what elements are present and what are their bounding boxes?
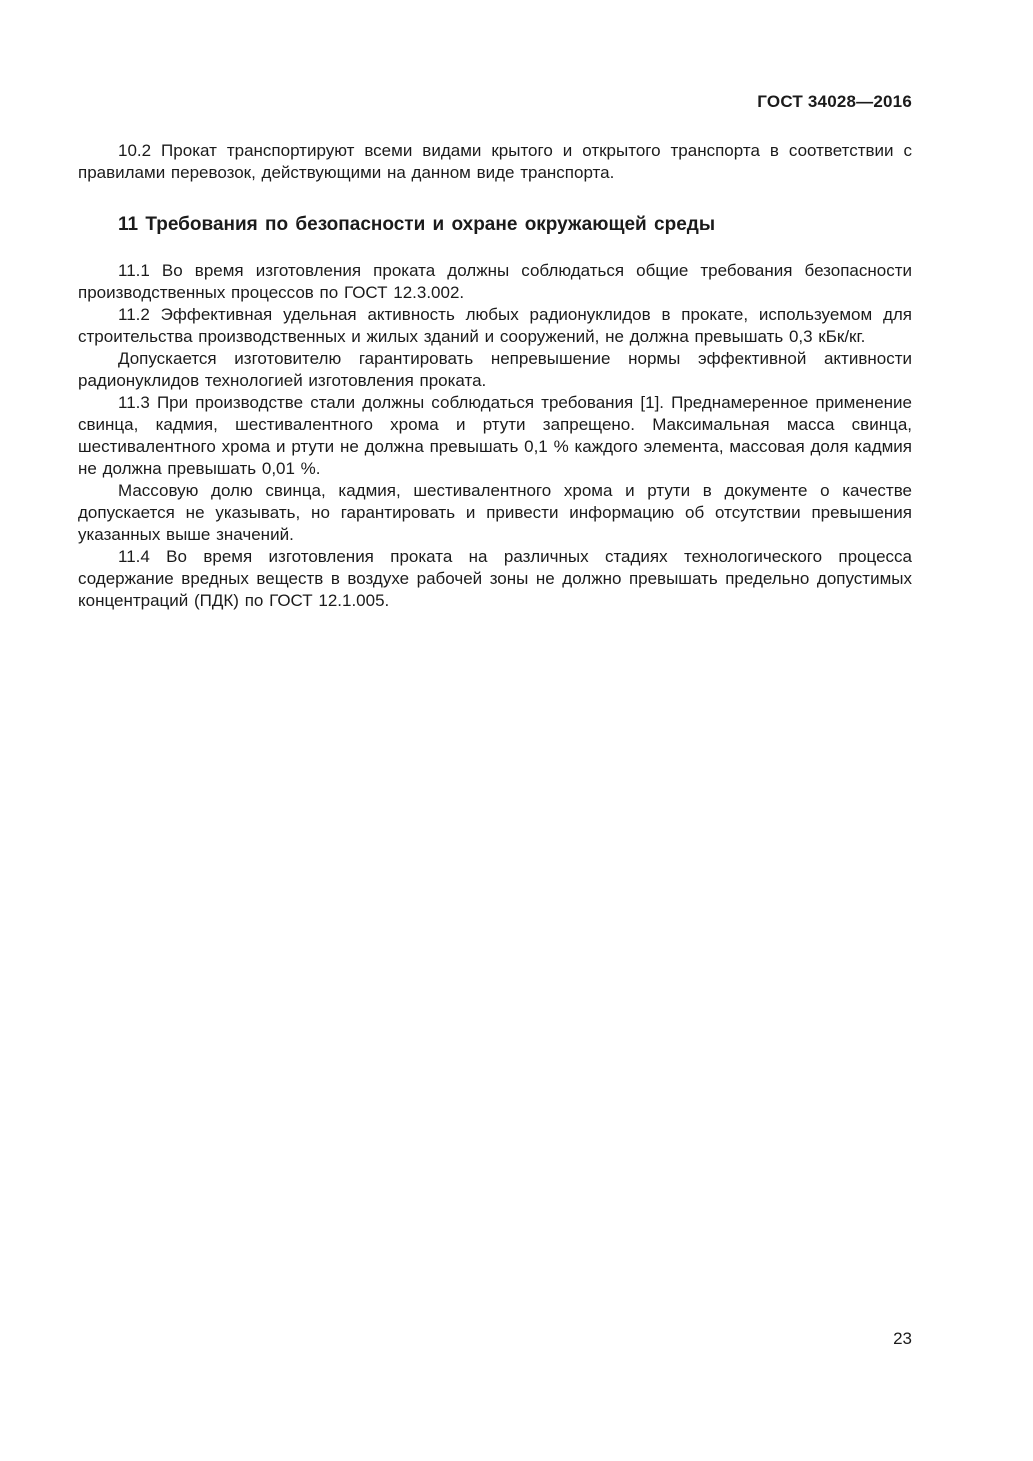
- section-11-heading: 11 Требования по безопасности и охране окружающей среды: [118, 214, 716, 235]
- paragraph-11-1: 11.1 Во время изготовления проката должны соблюдаться общие требования безопасности производственных процессов по ГОСТ 12.3.002.: [78, 261, 912, 302]
- paragraph-11-2-note: Допускается изготовителю гарантировать непревышение нормы эффективной активности радионуклидов технологией изготовления проката.: [78, 349, 912, 390]
- page-number: 23: [893, 1329, 912, 1348]
- paragraph-10-2: 10.2 Прокат транспортируют всеми видами крытого и открытого транспорта в соответствии с правилами перевозок, действующими на данном виде транспорта.: [78, 141, 912, 182]
- document-code: ГОСТ 34028—2016: [757, 92, 912, 111]
- paragraph-11-3: 11.3 При производстве стали должны соблюдаться требования [1]. Преднамеренное применение свинца, кадмия, шестивалентного хрома и ртути запрещено. Максимальная масса свинца, шестивалентного хрома и ртути не должна превышать 0,1 % каждого элемента, массовая доля кадмия не должна превышать 0,01 %.: [78, 393, 912, 478]
- paragraph-11-2: 11.2 Эффективная удельная активность любых радионуклидов в прокате, используемом для строительства производственных и жилых зданий и сооружений, не должна превышать 0,3 кБк/кг.: [78, 305, 912, 346]
- paragraph-11-4: 11.4 Во время изготовления проката на различных стадиях технологического процесса содержание вредных веществ в воздухе рабочей зоны не должно превышать предельно допустимых концентраций (ПДК) по ГОСТ 12.1.005.: [78, 547, 912, 610]
- page-footer: [78, 1329, 912, 1349]
- paragraph-11-3-note: Массовую долю свинца, кадмия, шестивалентного хрома и ртути в документе о качестве допускается не указывать, но гарантировать и привести информацию об отсутствии превышения указанных выше значений.: [78, 481, 912, 544]
- document-body: [78, 140, 912, 612]
- page-header: [78, 92, 912, 112]
